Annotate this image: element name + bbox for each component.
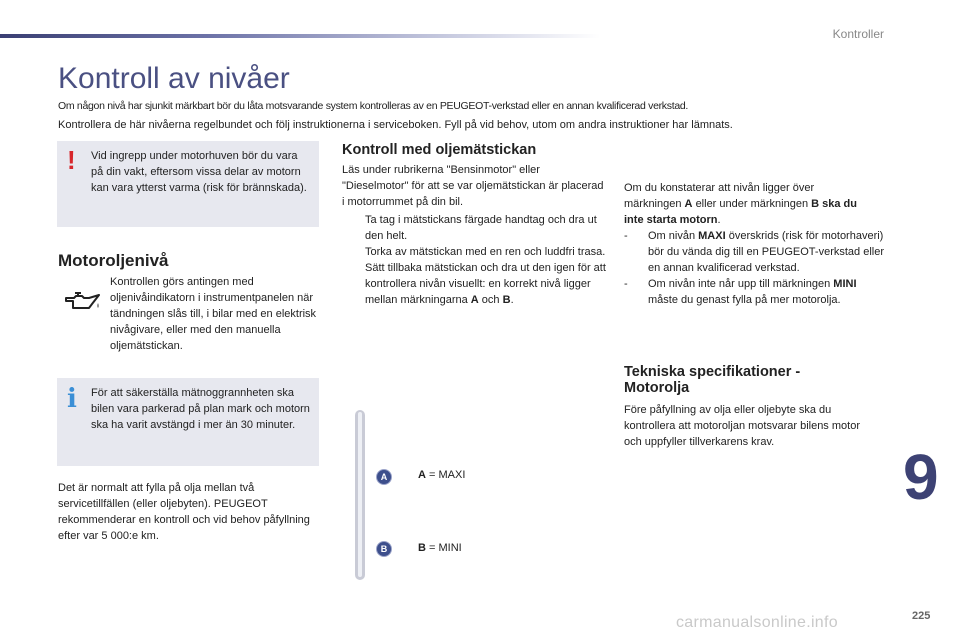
step-text: Torka av mätstickan med en ren och luddfri trasa. [365, 246, 606, 258]
chapter-number: 9 [903, 441, 939, 513]
level-intro-part2: eller under märkningen [695, 198, 809, 210]
level-info-intro [624, 180, 874, 228]
tech-spec-text: Före påfyllning av olja eller oljebyte ska du kontrollera att motoroljan motsvarar bilens motor och uppfyller tillverkarens krav. [624, 404, 860, 448]
info-text: För att säkerställa mätnoggrannheten ska bilen vara parkerad på plan mark och motorn ska ha varit avstängd i mer än 30 minuter. [91, 387, 310, 431]
mark-b-label [418, 542, 462, 554]
level-intro-mark-b: B ska du inte starta motorn [624, 198, 857, 226]
mark-a-label [418, 469, 465, 481]
item2-part1: Om nivån inte når upp till märkningen [648, 278, 831, 290]
info-box [57, 378, 319, 466]
mark-a-label-text: = MAXI [429, 469, 466, 481]
list-item [624, 228, 886, 276]
item2-bold: MINI [833, 278, 857, 290]
oil-level-heading: Motoroljenivå [58, 251, 169, 270]
watermark: carmanualsonline.info [676, 614, 838, 631]
page-title: Kontroll av nivåer [58, 62, 290, 95]
oil-level-text: Kontrollen görs antingen med oljenivåindikatorn i instrumentpanelen när tändningen slås till, i bilar med en elektrisk nivågivare, eller med den manuella oljemätstickan. [110, 276, 317, 352]
mark-a-label-letter: A [418, 469, 426, 481]
intro-line-1: Om någon nivå har sjunkit märkbart bör du låta motsvarande system kontrolleras av en PEUGEOT-verkstad eller en annan kvalificerad verkstad. [58, 100, 689, 112]
step-text: Ta tag i mätstickans färgade handtag och dra ut den helt. [365, 214, 597, 242]
dash-marker: - [624, 278, 628, 290]
dipstick-intro: Läs under rubrikerna "Bensinmotor" eller "Dieselmotor" för att se var oljemätstickan är placerad i motorrummet på din bil. [342, 164, 604, 208]
item2-part2: måste du genast fylla på mer motorolja. [648, 294, 841, 306]
mark-a-ref: A [470, 294, 479, 306]
and-word: och [481, 294, 500, 306]
dipstick-steps [342, 212, 607, 308]
list-item [342, 212, 607, 244]
mark-b-label-letter: B [418, 542, 426, 554]
dipstick-illustration [352, 410, 372, 580]
list-item [624, 276, 886, 308]
oil-can-icon [62, 290, 102, 314]
page-number: 225 [912, 610, 931, 622]
mark-a-badge [376, 469, 392, 485]
exclamation-warning-icon: ! [67, 145, 76, 175]
warning-box [57, 141, 319, 227]
intro-line-2: Kontrollera de här nivåerna regelbundet och följ instruktionerna i serviceboken. Fyll på vid behov, utom om andra instruktioner har lämnats. [58, 119, 733, 131]
list-item [342, 244, 607, 260]
info-icon: i [67, 384, 77, 414]
header-gradient-bar [0, 34, 600, 38]
warning-text: Vid ingrepp under motorhuven bör du vara på din vakt, eftersom vissa delar av motorn kan vara ytterst varma (risk för brännskada). [91, 150, 307, 194]
mark-b-ref: B [502, 294, 511, 306]
section-title: Kontroller [832, 27, 884, 41]
mark-b-badge [376, 541, 392, 557]
period: . [510, 294, 514, 306]
mark-b-label-text: = MINI [429, 542, 462, 554]
normal-refill-text: Det är normalt att fylla på olja mellan två servicetillfällen (eller oljebyten). PEUGEOT rekommenderar en kontroll och vid behov påfyllning efter var 5 000:e km. [58, 482, 310, 542]
level-info-list [624, 228, 886, 308]
level-intro-end: . [717, 214, 721, 226]
dipstick-heading: Kontroll med oljemätstickan [342, 142, 537, 158]
dash-marker: - [624, 230, 628, 242]
list-item [342, 260, 607, 308]
step-text: Sätt tillbaka mätstickan och dra ut den igen för att kontrollera nivån visuellt: en korrekt nivå ligger mellan märkningarna [365, 262, 606, 306]
tech-spec-heading: Tekniska specifikationer - Motorolja [624, 364, 801, 396]
item1-part1: Om nivån [648, 230, 696, 242]
mark-b-letter: B [376, 541, 392, 557]
mark-a-letter: A [376, 469, 392, 485]
item1-part2: överskrids (risk för motorhaveri) bör du vända dig till en PEUGEOT-verkstad eller en annan kvalificerad verkstad. [648, 230, 885, 274]
item1-bold: MAXI [698, 230, 726, 242]
level-intro-mark-a: A [684, 198, 693, 210]
level-intro-part1: Om du konstaterar att nivån ligger över märkningen [624, 182, 815, 210]
